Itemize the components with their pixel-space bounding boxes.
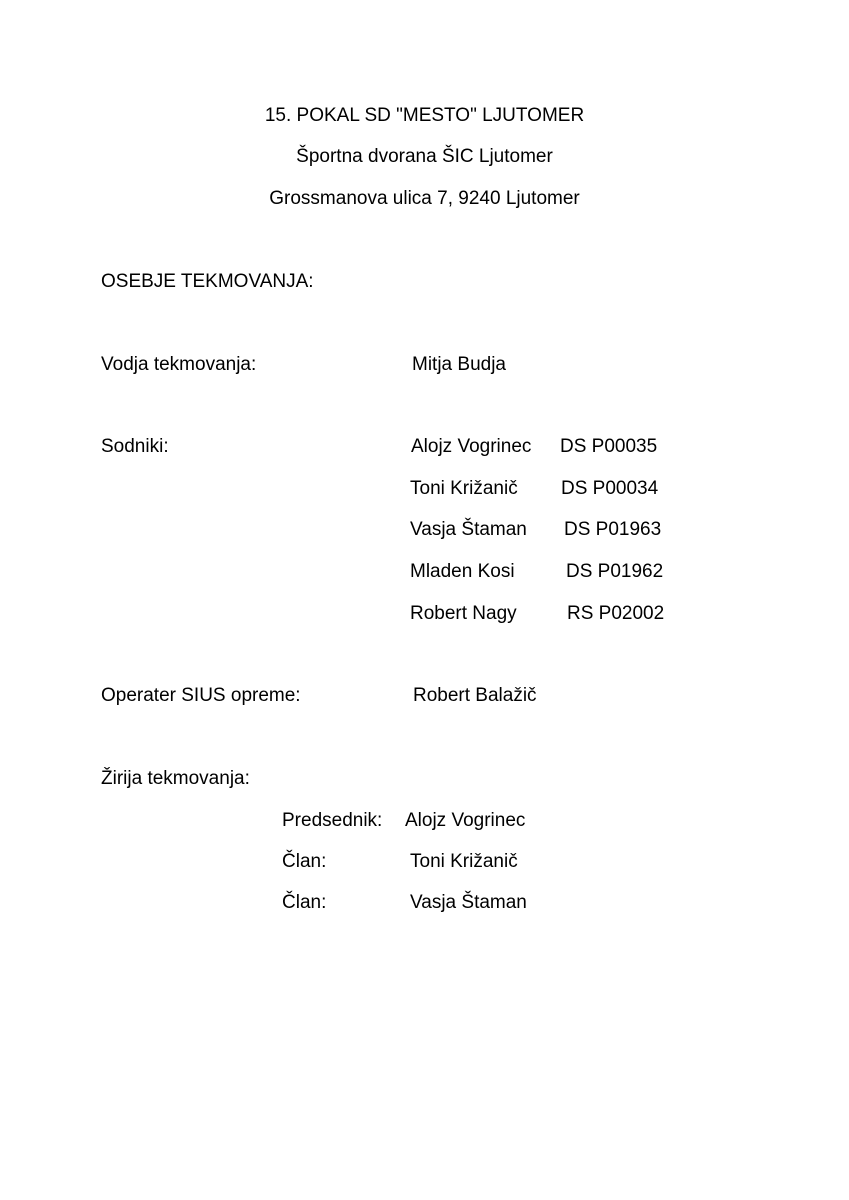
judge-name: Mladen Kosi [410,561,515,582]
jury-role: Član: [282,892,327,913]
judge-name: Alojz Vogrinec [411,436,532,457]
leader-name: Mitja Budja [412,354,506,375]
staff-heading: OSEBJE TEKMOVANJA: [101,271,314,292]
venue-name: Športna dvorana ŠIC Ljutomer [296,146,553,167]
operator-label: Operater SIUS opreme: [101,685,301,706]
judge-name: Toni Križanič [410,478,518,499]
jury-role: Član: [282,851,327,872]
jury-member-name: Vasja Štaman [410,892,527,913]
judges-label: Sodniki: [101,436,169,457]
judge-name: Vasja Štaman [410,519,527,540]
leader-label: Vodja tekmovanja: [101,354,257,375]
judge-code: DS P00034 [561,478,659,499]
judge-code: DS P01963 [564,519,662,540]
jury-member-name: Toni Križanič [410,851,518,872]
venue-address: Grossmanova ulica 7, 9240 Ljutomer [269,188,580,209]
judge-name: Robert Nagy [410,603,517,624]
judge-code: DS P01962 [566,561,664,582]
judge-code: RS P02002 [567,603,665,624]
competition-title: 15. POKAL SD "MESTO" LJUTOMER [264,105,585,126]
jury-member-name: Alojz Vogrinec [405,810,526,831]
judge-code: DS P00035 [560,436,658,457]
jury-role: Predsednik: [282,810,383,831]
jury-heading: Žirija tekmovanja: [101,768,250,789]
operator-name: Robert Balažič [413,685,537,706]
